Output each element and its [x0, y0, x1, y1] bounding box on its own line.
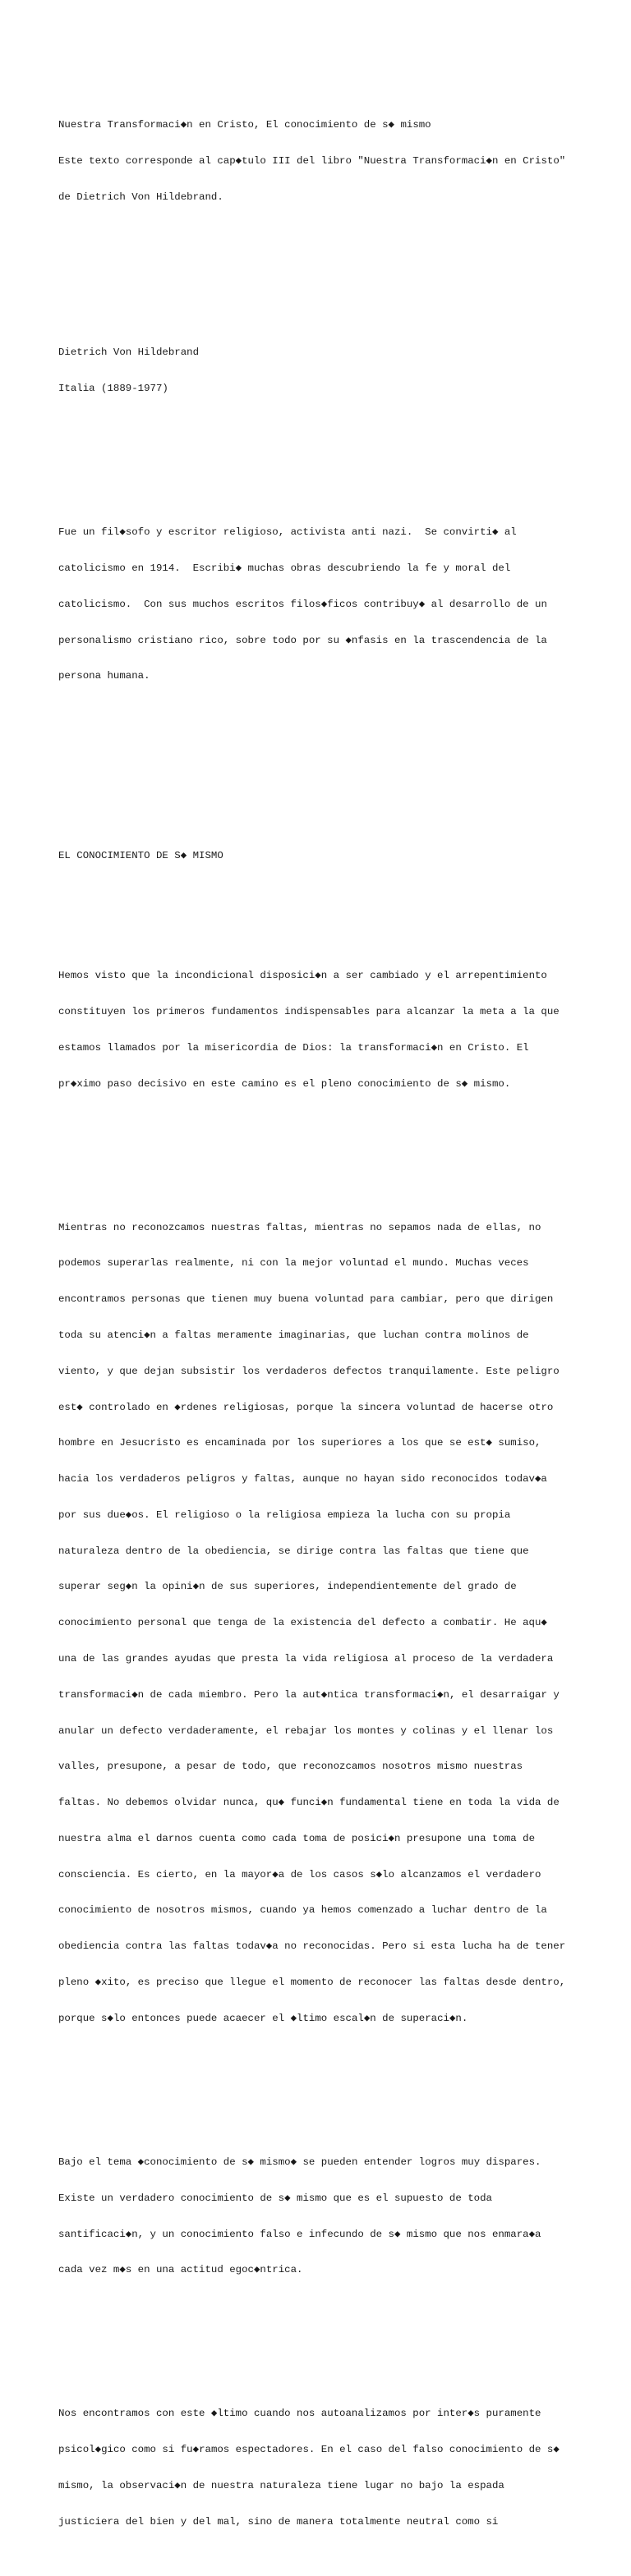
paragraph-line: valles, presupone, a pesar de todo, que reconozcamos nosotros mismo nuestras	[58, 1761, 523, 1773]
paragraph-line: cada vez m◆s en una actitud egoc◆ntrica.	[58, 2264, 303, 2276]
author-block	[58, 323, 584, 419]
paragraph-line: naturaleza dentro de la obediencia, se dirige contra las faltas que tiene que	[58, 1545, 529, 1557]
author-bio	[58, 503, 584, 706]
paragraph-line: Existe un verdadero conocimiento de s◆ mismo que es el supuesto de toda	[58, 2192, 492, 2204]
bio-line: catolicismo. Con sus muchos escritos filos◆ficos contribuy◆ al desarrollo de un	[58, 598, 547, 610]
paragraph-3	[58, 2133, 584, 2300]
bio-line: personalismo cristiano rico, sobre todo por su ◆nfasis en la trascendencia de la	[58, 634, 547, 646]
paragraph-line: estamos llamados por la misericordia de Dios: la transformaci◆n en Cristo. El	[58, 1041, 529, 1054]
author-name: Dietrich Von Hildebrand	[58, 347, 200, 359]
paragraph-line: consciencia. Es cierto, en la mayor◆a de los casos s◆lo alcanzamos el verdadero	[58, 1868, 541, 1880]
paragraph-4	[58, 2384, 584, 2551]
header-title-line: Nuestra Transformaci◆n en Cristo, El conocimiento de s◆ mismo	[58, 118, 431, 131]
paragraph-line: est◆ controlado en ◆rdenes religiosas, porque la sincera voluntad de hacerse otro	[58, 1401, 554, 1413]
paragraph-line: hombre en Jesucristo es encaminada por los superiores a los que se est◆ sumiso,	[58, 1437, 541, 1449]
paragraph-line: obediencia contra las faltas todav◆a no reconocidas. Pero si esta lucha ha de tener	[58, 1940, 566, 1953]
paragraph-line: pleno ◆xito, es preciso que llegue el momento de reconocer las faltas desde dentro,	[58, 1977, 566, 1989]
paragraph-line: santificaci◆n, y un conocimiento falso e infecundo de s◆ mismo que nos enmara◆a	[58, 2228, 541, 2240]
paragraph-line: conocimiento de nosotros mismos, cuando ya hemos comenzado a luchar dentro de la	[58, 1904, 547, 1917]
paragraph-line: mismo, la observaci◆n de nuestra naturaleza tiene lugar no bajo la espada	[58, 2479, 504, 2491]
paragraph-line: Mientras no reconozcamos nuestras faltas, mientras no sepamos nada de ellas, no	[58, 1221, 541, 1233]
header-source-line: Este texto corresponde al cap◆tulo III del libro "Nuestra Transformaci◆n en Cristo"	[58, 154, 566, 167]
author-origin: Italia (1889-1977)	[58, 383, 168, 395]
header-source-line: de Dietrich Von Hildebrand.	[58, 191, 223, 203]
paragraph-line: nuestra alma el darnos cuenta como cada toma de posici◆n presupone una toma de	[58, 1832, 536, 1844]
paragraph-line: pr◆ximo paso decisivo en este camino es el pleno conocimiento de s◆ mismo.	[58, 1077, 511, 1090]
paragraph-line: porque s◆lo entonces puede acaecer el ◆ltimo escal◆n de superaci◆n.	[58, 2012, 468, 2024]
paragraph-line: conocimiento personal que tenga de la existencia del defecto a combatir. He aqu◆	[58, 1617, 547, 1629]
paragraph-line: Bajo el tema ◆conocimiento de s◆ mismo◆ se pueden entender logros muy dispares.	[58, 2156, 541, 2168]
paragraph-line: faltas. No debemos olvidar nunca, qu◆ funci◆n fundamental tiene en toda la vida de	[58, 1797, 560, 1809]
section-title: EL CONOCIMIENTO DE S◆ MISMO	[58, 850, 223, 862]
bio-line: persona humana.	[58, 670, 150, 682]
paragraph-line: superar seg◆n la opini◆n de sus superiores, independientemente del grado de	[58, 1581, 517, 1593]
paragraph-line: encontramos personas que tienen muy buena voluntad para cambiar, pero que dirigen	[58, 1293, 554, 1306]
paragraph-line: hacia los verdaderos peligros y faltas, aunque no hayan sido reconocidos todav◆a	[58, 1473, 547, 1485]
paragraph-line: viento, y que dejan subsistir los verdaderos defectos tranquilamente. Este peligro	[58, 1365, 560, 1377]
paragraph-1	[58, 946, 584, 1114]
paragraph-line: toda su atenci◆n a faltas meramente imaginarias, que luchan contra molinos de	[58, 1329, 529, 1341]
paragraph-line: podemos superarlas realmente, ni con la mejor voluntad el mundo. Muchas veces	[58, 1257, 529, 1270]
paragraph-line: Hemos visto que la incondicional disposici◆n a ser cambiado y el arrepentimiento	[58, 970, 547, 982]
paragraph-2	[58, 1197, 584, 2048]
paragraph-line: anular un defecto verdaderamente, el rebajar los montes y colinas y el llenar los	[58, 1724, 554, 1737]
paragraph-line: justiciera del bien y del mal, sino de manera totalmente neutral como si	[58, 2515, 499, 2528]
paragraph-line: una de las grandes ayudas que presta la vida religiosa al proceso de la verdadera	[58, 1653, 554, 1665]
document-header	[58, 95, 584, 227]
paragraph-line: transformaci◆n de cada miembro. Pero la aut◆ntica transformaci◆n, el desarraigar y	[58, 1688, 560, 1701]
bio-line: Fue un fil◆sofo y escritor religioso, activista anti nazi. Se convirti◆ al	[58, 526, 517, 539]
bio-line: catolicismo en 1914. Escribi◆ muchas obras descubriendo la fe y moral del	[58, 562, 511, 574]
paragraph-line: psicol◆gico como si fu◆ramos espectadores. En el caso del falso conocimiento de s◆	[58, 2444, 560, 2456]
paragraph-line: Nos encontramos con este ◆ltimo cuando nos autoanalizamos por inter◆s puramente	[58, 2408, 541, 2420]
paragraph-line: por sus due◆os. El religioso o la religiosa empieza la lucha con su propia	[58, 1508, 511, 1521]
paragraph-line: constituyen los primeros fundamentos indispensables para alcanzar la meta a la que	[58, 1005, 560, 1017]
document-page	[58, 59, 584, 2576]
